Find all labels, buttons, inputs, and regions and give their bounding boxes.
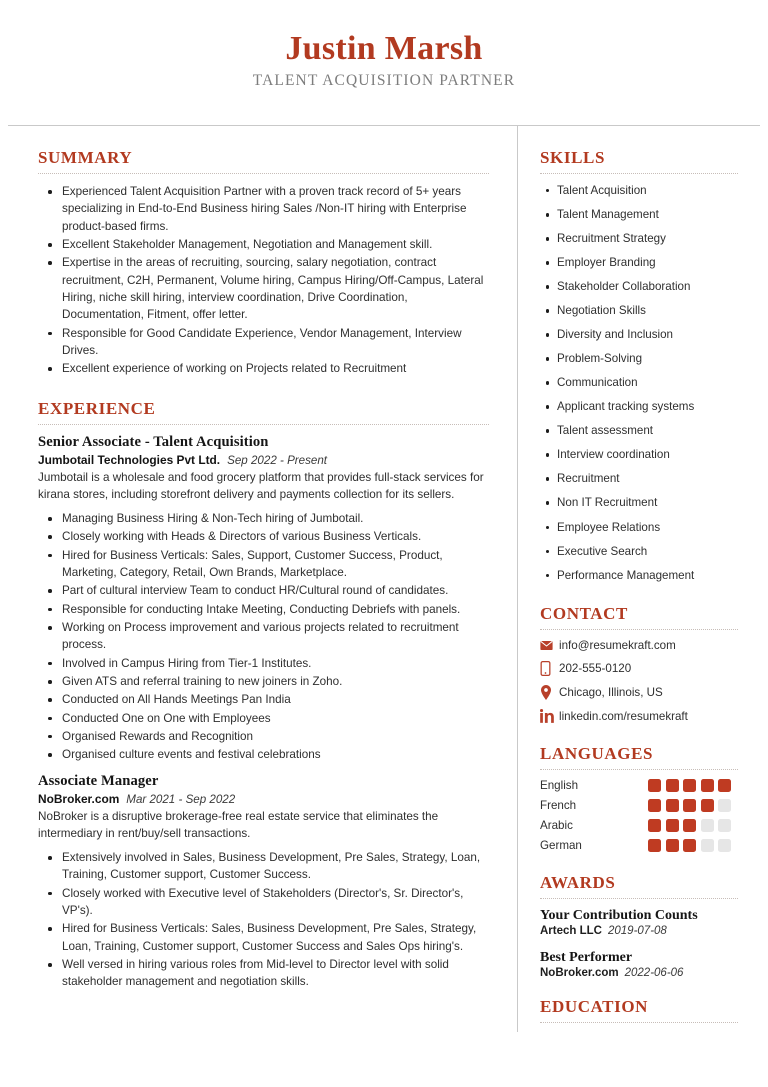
language-level-square: [683, 779, 696, 792]
skills-list: [540, 183, 738, 583]
language-level-square: [648, 799, 661, 812]
education-heading: EDUCATION: [540, 997, 649, 1017]
skills-section: [540, 148, 738, 583]
language-name: Arabic: [540, 819, 573, 833]
contact-heading: CONTACT: [540, 604, 628, 624]
award-date: 2019-07-08: [607, 925, 667, 938]
language-row: [540, 799, 738, 812]
languages-heading: LANGUAGES: [540, 744, 654, 764]
job-company: NoBroker.com: [38, 791, 120, 806]
skills-divider: [540, 173, 738, 174]
summary-list: [38, 183, 489, 377]
job-description: NoBroker is a disruptive brokerage-free real estate service that eliminates the intermediary in rent/buy/sell transactions.: [38, 809, 439, 840]
resume-header: [0, 0, 768, 104]
language-level-square: [701, 839, 714, 852]
award-meta: [540, 967, 738, 979]
education-section: [540, 997, 738, 1023]
main-column: [0, 126, 517, 1032]
sidebar-column: [517, 126, 768, 1032]
language-level-square: [701, 779, 714, 792]
language-level-square: [666, 779, 679, 792]
location-pin-icon: [540, 685, 559, 700]
job-bullet: Hired for Business Verticals: Sales, Support, Customer Success, Product, Marketing, Category, Retail, Own Brands, Marketplace.: [60, 547, 489, 582]
skill-item: Recruitment: [557, 471, 738, 487]
skill-item: Non IT Recruitment: [557, 495, 738, 511]
language-row: [540, 779, 738, 792]
job-bullet: Part of cultural interview Team to conduct HR/Cultural round of candidates.: [60, 582, 489, 599]
language-level-square: [666, 839, 679, 852]
contact-section: [540, 604, 738, 723]
education-divider: [540, 1022, 738, 1023]
skill-item: Employer Branding: [557, 255, 738, 271]
job-bullet: Managing Business Hiring & Non-Tech hiring of Jumbotail.: [60, 510, 489, 527]
job-bullet: Working on Process improvement and various projects related to recruitment process.: [60, 619, 489, 654]
award-item: [540, 950, 738, 979]
job-bullet: Organised Rewards and Recognition: [60, 728, 489, 745]
summary-section: [38, 148, 489, 377]
job-meta: [38, 792, 489, 806]
summary-divider: [38, 173, 489, 174]
language-level-square: [648, 779, 661, 792]
award-title: Your Contribution Counts: [540, 908, 698, 924]
envelope-icon: [540, 639, 559, 652]
language-level-square: [718, 819, 731, 832]
languages-section: [540, 744, 738, 852]
language-level-square: [718, 799, 731, 812]
job-bullet: Conducted on All Hands Meetings Pan India: [60, 691, 489, 708]
skills-heading: SKILLS: [540, 148, 606, 168]
experience-job: [38, 773, 489, 991]
language-level-meter: [648, 839, 731, 852]
language-level-square: [683, 839, 696, 852]
awards-heading: AWARDS: [540, 873, 616, 893]
contact-row[interactable]: [540, 639, 738, 652]
skill-item: Talent Acquisition: [557, 183, 738, 199]
skill-item: Problem-Solving: [557, 351, 738, 367]
language-level-meter: [648, 799, 731, 812]
language-level-square: [648, 839, 661, 852]
skill-item: Stakeholder Collaboration: [557, 279, 738, 295]
job-bullet: Organised culture events and festival celebrations: [60, 746, 489, 763]
language-level-meter: [648, 819, 731, 832]
experience-jobs: [38, 434, 489, 991]
language-level-square: [701, 819, 714, 832]
job-bullet: Extensively involved in Sales, Business Development, Pre Sales, Strategy, Loan, Training, Customer support, Customer Success.: [60, 849, 489, 884]
summary-bullet: Excellent experience of working on Projects related to Recruitment: [60, 360, 489, 377]
linkedin-icon: [540, 709, 559, 723]
language-row: [540, 839, 738, 852]
language-level-square: [683, 819, 696, 832]
award-title: Best Performer: [540, 950, 633, 966]
job-bullet: Well versed in hiring various roles from Mid-level to Director level with solid stakeholder management and negotiation skills.: [60, 956, 489, 991]
skill-item: Applicant tracking systems: [557, 399, 738, 415]
language-level-square: [718, 839, 731, 852]
language-level-square: [701, 799, 714, 812]
job-meta: [38, 453, 489, 467]
skill-item: Recruitment Strategy: [557, 231, 738, 247]
job-dates: Sep 2022 - Present: [227, 453, 328, 467]
skill-item: Communication: [557, 375, 738, 391]
language-level-square: [666, 799, 679, 812]
summary-bullet: Expertise in the areas of recruiting, sourcing, salary negotiation, contract recruitment, C2H, Permanent, Volume hiring, Campus Hiring/Off-Campus, Lateral Hiring, niche skill hiring, interview coordination, Drive Coordination, Documentation, Fitment, offer letter.: [60, 254, 489, 323]
language-level-square: [666, 819, 679, 832]
job-bullet: Conducted One on One with Employees: [60, 710, 489, 727]
job-bullet: Closely worked with Executive level of Stakeholders (Director's, Sr. Director's, VP's).: [60, 885, 489, 920]
contact-value: info@resumekraft.com: [559, 639, 676, 653]
candidate-name: Justin Marsh: [285, 30, 483, 67]
language-level-square: [718, 779, 731, 792]
language-name: German: [540, 839, 582, 853]
experience-section: [38, 399, 489, 991]
contact-row[interactable]: [540, 685, 738, 700]
experience-heading: EXPERIENCE: [38, 398, 156, 418]
languages-list: [540, 779, 738, 852]
skill-item: Interview coordination: [557, 447, 738, 463]
language-level-square: [648, 819, 661, 832]
language-level-square: [683, 799, 696, 812]
contact-value: 202-555-0120: [559, 662, 632, 676]
summary-bullet: Responsible for Good Candidate Experience, Vendor Management, Interview Drives.: [60, 325, 489, 360]
languages-divider: [540, 769, 738, 770]
job-description: Jumbotail is a wholesale and food grocery platform that provides full-stack services for kirana stores, including storefront delivery and payments collection for its sellers.: [38, 470, 484, 501]
candidate-role: TALENT ACQUISITION PARTNER: [252, 72, 516, 90]
awards-divider: [540, 898, 738, 899]
awards-list: [540, 908, 738, 979]
job-bullet-list: [38, 510, 489, 763]
contact-row[interactable]: [540, 661, 738, 676]
skill-item: Talent Management: [557, 207, 738, 223]
job-bullet-list: [38, 849, 489, 991]
job-dates: Mar 2021 - Sep 2022: [126, 792, 236, 806]
language-name: English: [540, 779, 579, 793]
award-meta: [540, 925, 738, 937]
job-company: Jumbotail Technologies Pvt Ltd.: [38, 452, 221, 467]
skill-item: Employee Relations: [557, 520, 738, 536]
job-bullet: Involved in Campus Hiring from Tier-1 Institutes.: [60, 655, 489, 672]
summary-heading: SUMMARY: [38, 148, 133, 168]
job-bullet: Closely working with Heads & Directors of various Business Verticals.: [60, 528, 489, 545]
award-org: NoBroker.com: [540, 967, 619, 980]
job-title: Associate Manager: [38, 772, 159, 789]
awards-section: [540, 873, 738, 979]
language-row: [540, 819, 738, 832]
experience-job: [38, 434, 489, 764]
language-level-meter: [648, 779, 731, 792]
award-date: 2022-06-06: [624, 967, 684, 980]
skill-item: Executive Search: [557, 544, 738, 560]
job-bullet: Responsible for conducting Intake Meeting, Conducting Debriefs with panels.: [60, 601, 489, 618]
summary-bullet: Excellent Stakeholder Management, Negotiation and Management skill.: [60, 236, 489, 253]
language-name: French: [540, 799, 577, 813]
skill-item: Talent assessment: [557, 423, 738, 439]
contact-divider: [540, 629, 738, 630]
award-item: [540, 908, 738, 937]
skill-item: Performance Management: [557, 568, 738, 584]
phone-icon: [540, 661, 559, 676]
job-title: Senior Associate - Talent Acquisition: [38, 433, 269, 450]
experience-divider: [38, 424, 489, 425]
skill-item: Diversity and Inclusion: [557, 327, 738, 343]
summary-bullet: Experienced Talent Acquisition Partner with a proven track record of 5+ years specializing in End-to-End Business hiring Sales /Non-IT hiring with Enterprise product-based firms.: [60, 183, 489, 235]
resume-columns: [0, 126, 768, 1032]
contact-value: linkedin.com/resumekraft: [559, 709, 688, 723]
award-org: Artech LLC: [540, 925, 602, 938]
contact-row[interactable]: [540, 709, 738, 723]
contact-value: Chicago, Illinois, US: [559, 686, 663, 700]
contact-list: [540, 639, 738, 723]
skill-item: Negotiation Skills: [557, 303, 738, 319]
job-bullet: Given ATS and referral training to new joiners in Zoho.: [60, 673, 489, 690]
job-bullet: Hired for Business Verticals: Sales, Business Development, Pre Sales, Strategy, Loan, Training, Customer support, Customer Success and Sales Ops hiring's.: [60, 920, 489, 955]
